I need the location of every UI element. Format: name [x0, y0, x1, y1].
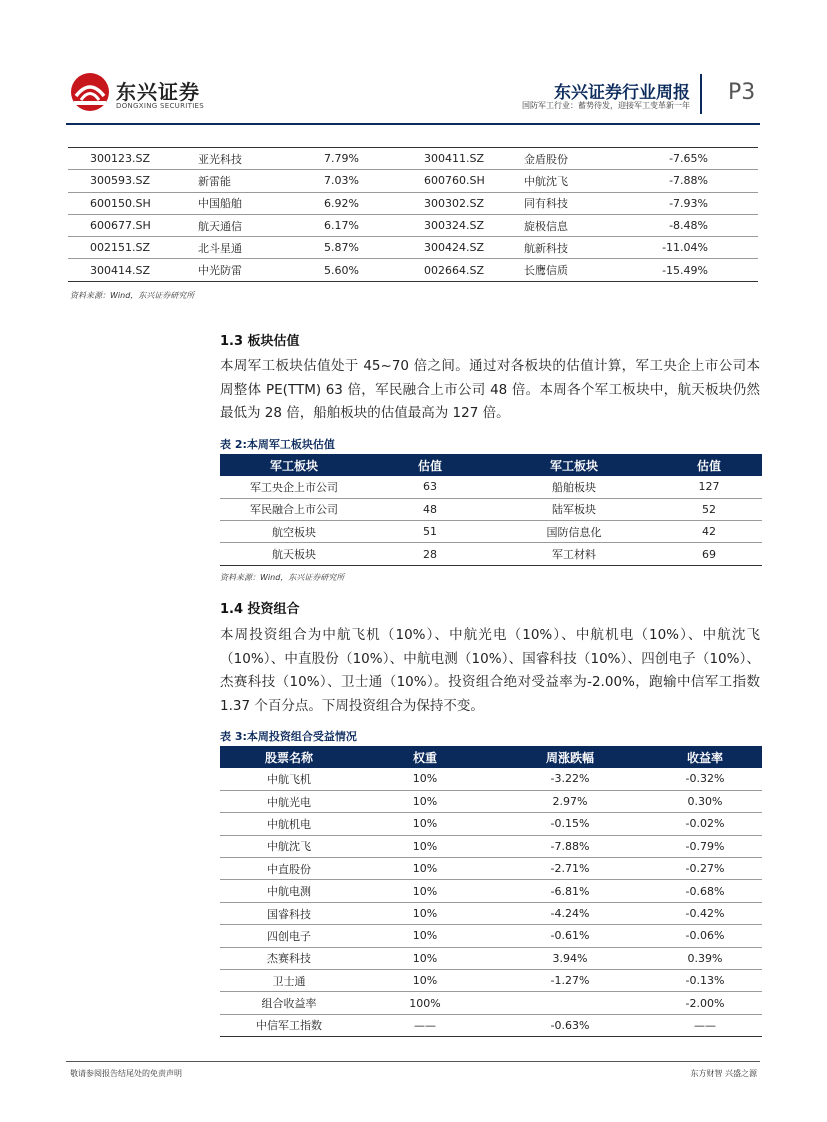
- table-cell: 127: [656, 476, 762, 498]
- table-cell: -8.48%: [628, 214, 758, 236]
- table-cell: -15.49%: [628, 259, 758, 281]
- stock-table-source: 资料来源：Wind，东兴证券研究所: [70, 291, 195, 300]
- table-cell: 10%: [358, 768, 492, 790]
- portfolio-table: [220, 746, 762, 1037]
- table-cell: 300123.SZ: [68, 148, 192, 170]
- table-cell: 10%: [358, 947, 492, 969]
- table-row: [220, 521, 762, 543]
- table-cell: -0.61%: [492, 925, 648, 947]
- table-cell: -11.04%: [628, 237, 758, 259]
- table-cell: 中航机电: [220, 813, 358, 835]
- column-header: 收益率: [648, 746, 762, 768]
- table-cell: 中航光电: [220, 790, 358, 812]
- table-cell: 10%: [358, 970, 492, 992]
- table-cell: -7.88%: [628, 170, 758, 192]
- table-cell: -7.65%: [628, 148, 758, 170]
- table-cell: -4.24%: [492, 902, 648, 924]
- table-cell: -0.13%: [648, 970, 762, 992]
- table-row: [220, 835, 762, 857]
- table-cell: 51: [368, 521, 492, 543]
- table-row: [220, 813, 762, 835]
- table-cell: 300414.SZ: [68, 259, 192, 281]
- table-cell: 2.97%: [492, 790, 648, 812]
- table-row: [220, 790, 762, 812]
- table-cell: 船舶板块: [492, 476, 656, 498]
- table-cell: -0.79%: [648, 835, 762, 857]
- footer-disclaimer: 敬请参阅报告结尾处的免责声明: [70, 1069, 182, 1078]
- table-cell: 100%: [358, 992, 492, 1014]
- table-cell: 国防信息化: [492, 521, 656, 543]
- table-cell: 国睿科技: [220, 902, 358, 924]
- table-cell: 10%: [358, 858, 492, 880]
- table-cell: 金盾股份: [518, 148, 628, 170]
- column-header: 股票名称: [220, 746, 358, 768]
- table-cell: 0.39%: [648, 947, 762, 969]
- table-cell: 航新科技: [518, 237, 628, 259]
- table-cell: -2.00%: [648, 992, 762, 1014]
- table-cell: -0.42%: [648, 902, 762, 924]
- table-cell: 军工材料: [492, 543, 656, 565]
- table-cell: 卫士通: [220, 970, 358, 992]
- table-cell: -0.02%: [648, 813, 762, 835]
- table-cell: 中光防雷: [192, 259, 296, 281]
- table-cell: -7.93%: [628, 192, 758, 214]
- table-row: [220, 498, 762, 520]
- table-row: [220, 543, 762, 565]
- valuation-table-caption: 表 2:本周军工板块估值: [220, 438, 335, 451]
- table-cell: ——: [648, 1014, 762, 1036]
- table-cell: 7.79%: [296, 148, 408, 170]
- table-row: [68, 214, 758, 236]
- table-cell: 300411.SZ: [408, 148, 518, 170]
- table-cell: 5.87%: [296, 237, 408, 259]
- table-cell: 中航沈飞: [220, 835, 358, 857]
- table-cell: -0.15%: [492, 813, 648, 835]
- column-header: 权重: [358, 746, 492, 768]
- table-cell: 中航电测: [220, 880, 358, 902]
- table-cell: 52: [656, 498, 762, 520]
- table-row: [68, 192, 758, 214]
- footer-rule: [66, 1061, 760, 1062]
- logo-text-cn: 东兴证券: [116, 80, 200, 104]
- table-cell: 航天通信: [192, 214, 296, 236]
- table-cell: 600760.SH: [408, 170, 518, 192]
- table-cell: 300302.SZ: [408, 192, 518, 214]
- table-row: [220, 947, 762, 969]
- table-cell: 42: [656, 521, 762, 543]
- table-row: [220, 1014, 762, 1036]
- header-rule: [66, 123, 760, 125]
- logo-text-en: DONGXING SECURITIES: [116, 102, 205, 110]
- table-cell: 300593.SZ: [68, 170, 192, 192]
- dongxing-logo-icon: [70, 72, 112, 112]
- table-cell: 中航沈飞: [518, 170, 628, 192]
- table-cell: 杰赛科技: [220, 947, 358, 969]
- valuation-table-source: 资料来源：Wind，东兴证券研究所: [220, 573, 345, 582]
- stock-performance-table: [68, 147, 758, 282]
- table-cell: 航空板块: [220, 521, 368, 543]
- table-cell: 10%: [358, 925, 492, 947]
- table-row: [220, 858, 762, 880]
- table-row: [68, 237, 758, 259]
- table-row: [220, 768, 762, 790]
- table-cell: 军民融合上市公司: [220, 498, 368, 520]
- table-row: [68, 170, 758, 192]
- table-cell: 5.60%: [296, 259, 408, 281]
- valuation-table: [220, 454, 762, 566]
- table-cell: 中国船舶: [192, 192, 296, 214]
- table-cell: 63: [368, 476, 492, 498]
- table-cell: -6.81%: [492, 880, 648, 902]
- table-cell: 3.94%: [492, 947, 648, 969]
- table-row: [68, 148, 758, 170]
- table-cell: -1.27%: [492, 970, 648, 992]
- table-cell: 28: [368, 543, 492, 565]
- table-row: [220, 925, 762, 947]
- table-cell: 69: [656, 543, 762, 565]
- company-logo: [70, 72, 210, 114]
- header-divider: [700, 74, 702, 114]
- column-header: 估值: [368, 454, 492, 476]
- table-cell: -0.32%: [648, 768, 762, 790]
- table-cell: 航天板块: [220, 543, 368, 565]
- table-cell: 陆军板块: [492, 498, 656, 520]
- table-cell: 10%: [358, 813, 492, 835]
- table-cell: 0.30%: [648, 790, 762, 812]
- table-cell: 10%: [358, 790, 492, 812]
- column-header: 估值: [656, 454, 762, 476]
- portfolio-paragraph: 本周投资组合为中航飞机（10%）、中航光电（10%）、中航机电（10%）、中航沈飞（10%）、中直股份（10%）、中航电测（10%）、国睿科技（10%）、四创电子（10%）、杰赛科技（10%）、卫士通（10%）。投资组合绝对受益率为-2.00%，跑输中信军工指数 1.37 个百分点。下周投资组合为保持不变。: [220, 627, 760, 714]
- table-cell: -7.88%: [492, 835, 648, 857]
- table-cell: -2.71%: [492, 858, 648, 880]
- table-cell: 中信军工指数: [220, 1014, 358, 1036]
- table-row: [220, 476, 762, 498]
- footer-slogan: 东方财智 兴盛之源: [690, 1069, 757, 1078]
- table-cell: 300424.SZ: [408, 237, 518, 259]
- table-cell: 中航飞机: [220, 768, 358, 790]
- table-row: [220, 992, 762, 1014]
- report-title: 东兴证券行业周报: [554, 83, 690, 103]
- page-number: P3: [728, 80, 756, 105]
- table-cell: 002151.SZ: [68, 237, 192, 259]
- table-row: [220, 880, 762, 902]
- table-cell: -0.27%: [648, 858, 762, 880]
- table-cell: -0.63%: [492, 1014, 648, 1036]
- table-cell: 48: [368, 498, 492, 520]
- table-cell: 6.92%: [296, 192, 408, 214]
- table-cell: 10%: [358, 902, 492, 924]
- table-cell: 10%: [358, 880, 492, 902]
- table-cell: 600677.SH: [68, 214, 192, 236]
- table-cell: 长鹰信质: [518, 259, 628, 281]
- table-cell: -3.22%: [492, 768, 648, 790]
- table-cell: 新雷能: [192, 170, 296, 192]
- table-cell: 002664.SZ: [408, 259, 518, 281]
- table-cell: 7.03%: [296, 170, 408, 192]
- column-header: 军工板块: [220, 454, 368, 476]
- table-cell: 四创电子: [220, 925, 358, 947]
- table-cell: 300324.SZ: [408, 214, 518, 236]
- column-header: 周涨跌幅: [492, 746, 648, 768]
- portfolio-table-caption: 表 3:本周投资组合受益情况: [220, 730, 357, 743]
- report-subtitle: 国防军工行业：蓄势待发，迎接军工变革新一年: [522, 101, 690, 110]
- table-cell: 组合收益率: [220, 992, 358, 1014]
- table-cell: ——: [358, 1014, 492, 1036]
- table-cell: -0.06%: [648, 925, 762, 947]
- table-cell: 军工央企上市公司: [220, 476, 368, 498]
- table-cell: 北斗星通: [192, 237, 296, 259]
- valuation-paragraph: 本周军工板块估值处于 45~70 倍之间。通过对各板块的估值计算，军工央企上市公司本周整体 PE(TTM) 63 倍，军民融合上市公司 48 倍。本周各个军工板块中，航天板块仍然最低为 28 倍，船舶板块的估值最高为 127 倍。: [220, 358, 760, 421]
- table-cell: 10%: [358, 835, 492, 857]
- table-cell: 600150.SH: [68, 192, 192, 214]
- table-cell: -0.68%: [648, 880, 762, 902]
- table-cell: 中直股份: [220, 858, 358, 880]
- column-header: 军工板块: [492, 454, 656, 476]
- table-cell: [492, 992, 648, 1014]
- table-cell: 同有科技: [518, 192, 628, 214]
- table-cell: 6.17%: [296, 214, 408, 236]
- table-cell: 亚光科技: [192, 148, 296, 170]
- table-row: [220, 970, 762, 992]
- table-row: [220, 902, 762, 924]
- section-heading-portfolio: 1.4 投资组合: [220, 602, 300, 617]
- table-row: [68, 259, 758, 281]
- table-cell: 旋极信息: [518, 214, 628, 236]
- section-heading-valuation: 1.3 板块估值: [220, 334, 300, 349]
